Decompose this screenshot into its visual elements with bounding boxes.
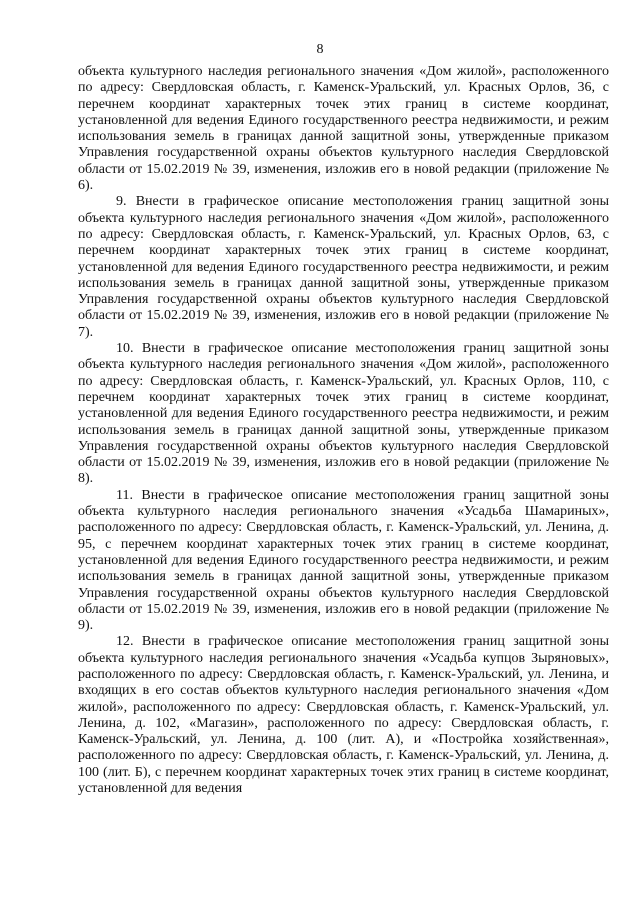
paragraph-continuation: объекта культурного наследия регионального значения «Дом жилой», расположенного по адресу: Свердловская область, г. Каменск-Уральский, ул. Красных Орлов, 36, с перечнем координат характерных точек этих границ в системе координат, установленной для ведения Единого государственного реестра недвижимости, и режим использования земель в границах данной защитной зоны, утвержденные приказом Управления государственной охраны объектов культурного наследия Свердловской области от 15.02.2019 № 39, изменения, изложив его в новой редакции (приложение № 6). (78, 64, 609, 194)
paragraph-item-12: 12. Внести в графическое описание местоположения границ защитной зоны объекта культурного наследия регионального значения «Усадьба купцов Зыряновых», расположенного по адресу: Свердловская область, г. Каменск-Уральский, ул. Ленина, и входящих в его состав объектов культурного наследия регионального значения «Дом жилой», расположенного по адресу: Свердловская область, г. Каменск-Уральский, ул. Ленина, д. 102, «Магазин», расположенного по адресу: Свердловская область, г. Каменск-Уральский, ул. Ленина, д. 100 (лит. А), и «Постройка хозяйственная», расположенного по адресу: Свердловская область, г. Каменск-Уральский, ул. Ленина, д. 100 (лит. Б), с перечнем координат характерных точек этих границ в системе координат, установленной для ведения (78, 634, 609, 797)
paragraph-item-9: 9. Внести в графическое описание местоположения границ защитной зоны объекта культурного наследия регионального значения «Дом жилой», расположенного по адресу: Свердловская область, г. Каменск-Уральский, ул. Красных Орлов, 63, с перечнем координат характерных точек этих границ в системе координат, установленной для ведения Единого государственного реестра недвижимости, и режим использования земель в границах данной защитной зоны, утвержденные приказом Управления государственной охраны объектов культурного наследия Свердловской области от 15.02.2019 № 39, изменения, изложив его в новой редакции (приложение № 7). (78, 194, 609, 340)
page-number: 8 (316, 42, 324, 57)
paragraph-item-10: 10. Внести в графическое описание местоположения границ защитной зоны объекта культурного наследия регионального значения «Дом жилой», расположенного по адресу: Свердловская область, г. Каменск-Уральский, ул. Красных Орлов, 110, с перечнем координат характерных точек этих границ в системе координат, установленной для ведения Единого государственного реестра недвижимости, и режим использования земель в границах данной защитной зоны, утвержденные приказом Управления государственной охраны объектов культурного наследия Свердловской области от 15.02.2019 № 39, изменения, изложив его в новой редакции (приложение № 8). (78, 341, 609, 487)
paragraph-item-11: 11. Внести в графическое описание местоположения границ защитной зоны объекта культурного наследия регионального значения «Усадьба Шамариных», расположенного по адресу: Свердловская область, г. Каменск-Уральский, ул. Ленина, д. 95, с перечнем координат характерных точек этих границ в системе координат, установленной для ведения Единого государственного реестра недвижимости, и режим использования земель в границах данной защитной зоны, утвержденные приказом Управления государственной охраны объектов культурного наследия Свердловской области от 15.02.2019 № 39, изменения, изложив его в новой редакции (приложение № 9). (78, 487, 609, 634)
document-body (78, 64, 609, 797)
